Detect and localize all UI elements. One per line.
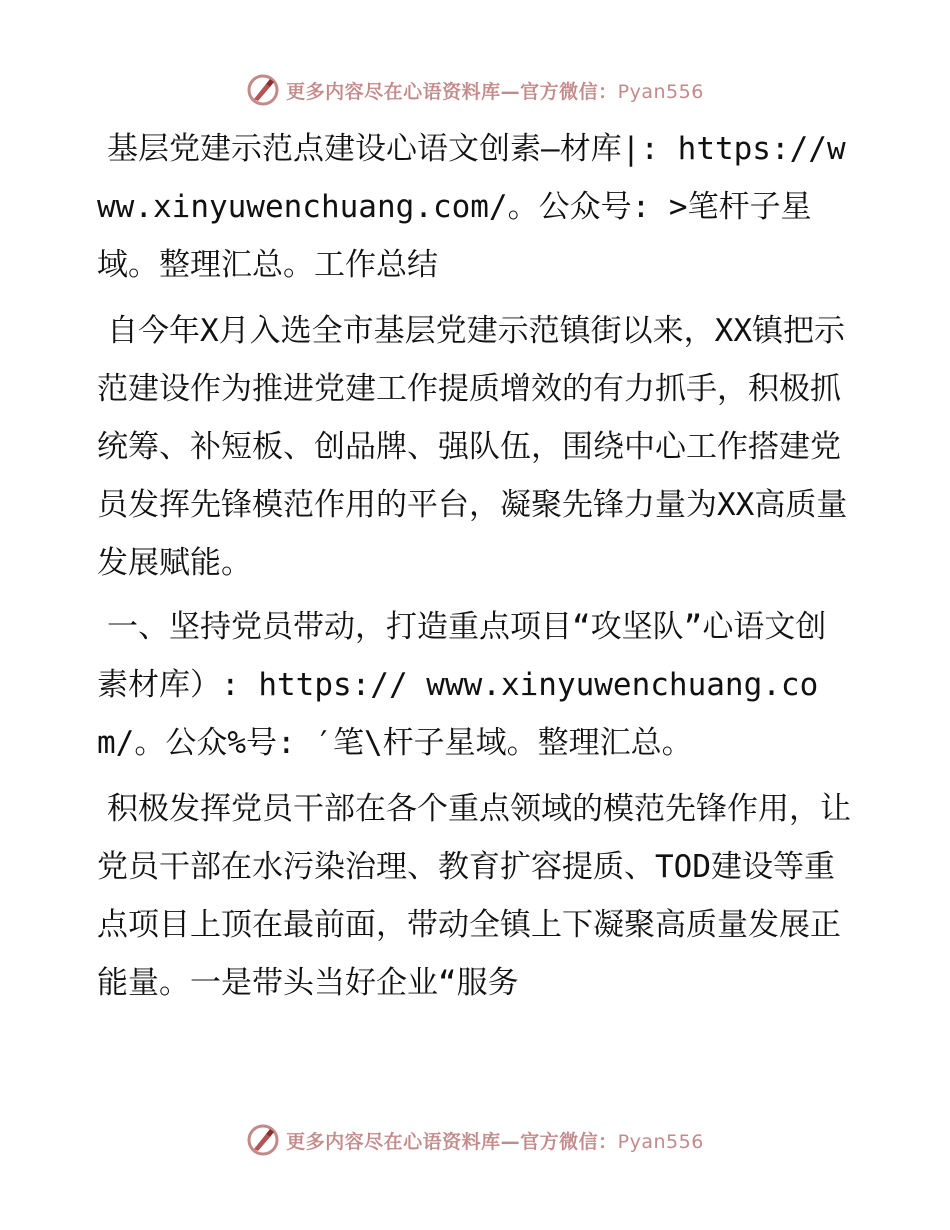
footer-banner-text	[286, 1127, 704, 1154]
paragraph-2: 自今年X月入选全市基层党建示范镇街以来，XX镇把示范建设作为推进党建工作提质增效的有力抓手，积极抓统筹、补短板、创品牌、强队伍，围绕中心工作搭建党员发挥先锋模范作用的平台，凝聚先锋力量为XX高质量发展赋能。	[97, 313, 848, 581]
header-banner-text	[286, 77, 704, 104]
header-watermark-banner	[0, 70, 950, 110]
paragraph-4: 积极发挥党员干部在各个重点领域的模范先锋作用，让党员干部在水污染治理、教育扩容提质、TOD建设等重点项目上顶在最前面，带动全镇上下凝聚高质量发展正能量。一是带头当好企业“服务	[97, 791, 851, 1001]
document-body	[97, 120, 857, 1026]
pen-logo-icon	[246, 73, 280, 107]
footer-banner-wechat: Pyan556	[617, 1130, 704, 1153]
footer-watermark-banner	[0, 1120, 950, 1160]
footer-banner-label: 更多内容尽在心语资料库—官方微信：	[286, 1130, 618, 1153]
paragraph-1: 基层党建示范点建设心语文创素—材库|: https://www.xinyuwenchuang.com/。公众号: >笔杆子星域。整理汇总。工作总结	[97, 131, 846, 283]
paragraph-3: 一、坚持党员带动，打造重点项目“攻坚队”心语文创素材库）: https:// www.xinyuwenchuang.com/。公众%号: ′笔\杆子星域。整理汇总。	[97, 609, 827, 761]
header-banner-wechat: Pyan556	[617, 80, 704, 103]
header-banner-label: 更多内容尽在心语资料库—官方微信：	[286, 80, 618, 103]
pen-logo-icon	[246, 1123, 280, 1157]
